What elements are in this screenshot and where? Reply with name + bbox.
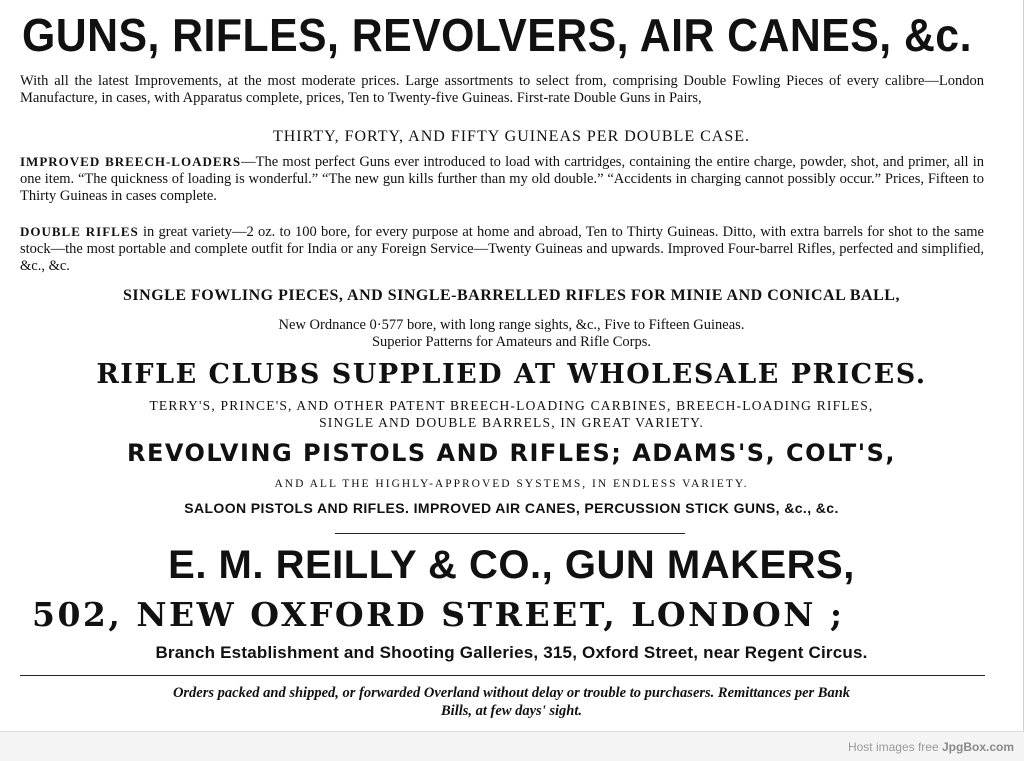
remittance-line: Bills, at few days' sight. — [441, 703, 582, 719]
watermark-prefix: Host images free — [847, 740, 942, 754]
systems-line: AND ALL THE HIGHLY-APPROVED SYSTEMS, IN ENDLESS VARIETY. — [274, 478, 749, 490]
watermark-link[interactable] — [848, 740, 1014, 754]
revolving-pistols-heading: REVOLVING PISTOLS AND RIFLES; ADAMS'S, COLT'S, — [126, 439, 897, 467]
saloon-line: SALOON PISTOLS AND RIFLES. IMPROVED AIR CANES, PERCUSSION STICK GUNS, &c., &c. — [184, 500, 839, 516]
divider — [20, 675, 985, 676]
double-rifles-text: in great variety—2 oz. to 100 bore, for every purpose at home and abroad, Ten to Thirty Guineas. Ditto, with extra barrels for shot to the same stock—the most portable and complete outfit for India or any Foreign Service—Twenty Guineas and upwards. Improved Four-barrel Rifles, perfected and simplified, &c., &c. — [20, 224, 984, 274]
breech-loaders-text: —The most perfect Guns ever introduced to load with cartridges, containing the entire charge, powder, shot, and primer, all in one item. “The quickness of loading is wonderful.” “The new gun kills further than my old double.” “Accidents in charging cannot possibly occur.” Prices, Fifteen to Thirty Guineas in cases complete. — [20, 154, 985, 204]
intro-paragraph: With all the latest Improvements, at the most moderate prices. Large assortments to select from, comprising Double Fowling Pieces of every calibre—London Manufacture, in cases, with Apparatus complete, prices, Ten to Twenty-five Guineas. First-rate Double Guns in Pairs, — [20, 73, 984, 106]
headline: GUNS, RIFLES, REVOLVERS, AIR CANES, &c. — [22, 9, 972, 61]
single-fowling-heading: SINGLE FOWLING PIECES, AND SINGLE-BARRELLED RIFLES FOR MINIE AND CONICAL BALL, — [123, 287, 900, 304]
price-line: THIRTY, FORTY, AND FIFTY GUINEAS PER DOUBLE CASE. — [272, 128, 751, 145]
double-rifles-lead: DOUBLE RIFLES — [20, 224, 139, 239]
watermark-brand: JpgBox.com — [941, 740, 1014, 754]
branch-line: Branch Establishment and Shooting Galleries, 315, Oxford Street, near Regent Circus. — [155, 643, 868, 662]
maker-name: E. M. REILLY & CO., GUN MAKERS, — [168, 543, 855, 587]
divider — [335, 533, 685, 534]
orders-line: Orders packed and shipped, or forwarded Overland without delay or trouble to purchasers. Remittances per Bank — [172, 685, 851, 701]
double-rifles-paragraph — [20, 223, 984, 275]
rifle-clubs-heading: RIFLE CLUBS SUPPLIED AT WHOLESALE PRICES. — [96, 359, 927, 390]
address: 502, NEW OXFORD STREET, LONDON ; — [32, 595, 845, 634]
breech-loaders-lead: IMPROVED BREECH-LOADERS — [20, 154, 242, 169]
carbines-line: TERRY'S, PRINCE'S, AND OTHER PATENT BREECH-LOADING CARBINES, BREECH-LOADING RIFLES, — [149, 398, 874, 413]
barrels-line: SINGLE AND DOUBLE BARRELS, IN GREAT VARIETY. — [319, 415, 704, 430]
image-host-footer — [0, 731, 1024, 761]
breech-loaders-paragraph — [20, 153, 984, 205]
patterns-line: Superior Patterns for Amateurs and Rifle Corps. — [371, 334, 652, 350]
ordnance-line: New Ordnance 0·577 bore, with long range sights, &c., Five to Fifteen Guineas. — [278, 317, 745, 333]
